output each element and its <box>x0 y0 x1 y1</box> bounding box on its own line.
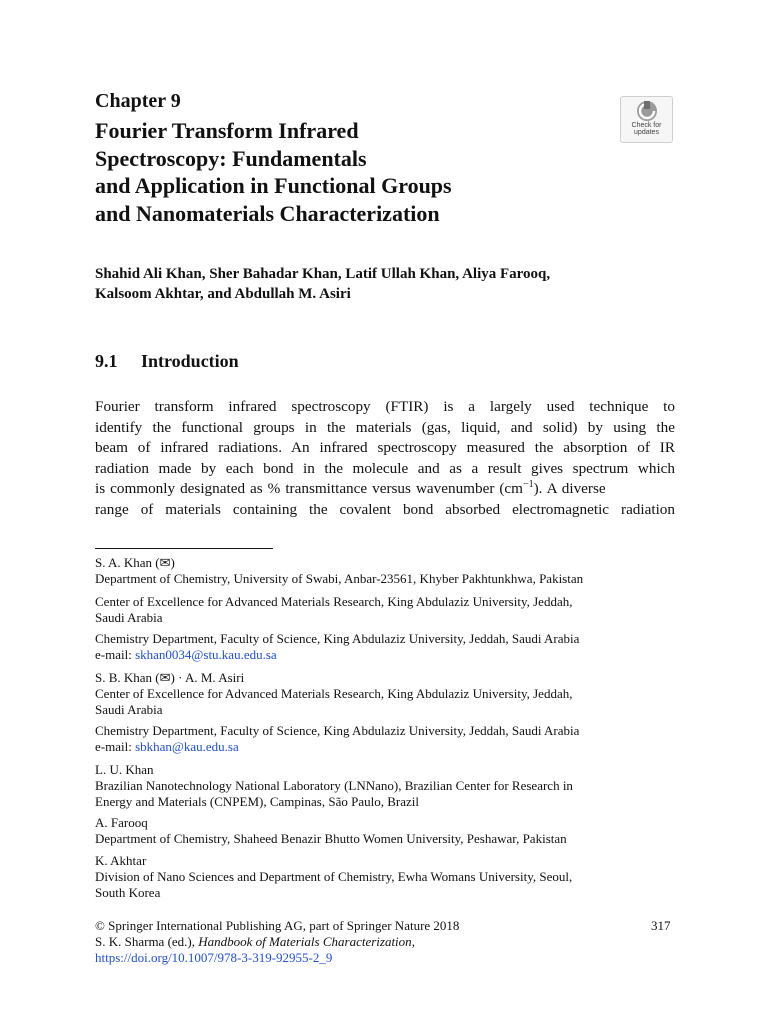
email-label: e-mail: <box>95 739 136 754</box>
footnote-divider <box>95 548 273 549</box>
affiliation-line: Department of Chemistry, Shaheed Benazir Bhutto Women University, Peshawar, Pakistan <box>95 831 567 846</box>
author-list <box>95 264 675 304</box>
body-line: radiation made by each bond in the molecule and as a result gives spectrum which <box>95 459 675 477</box>
badge-text-line2: updates <box>634 129 659 136</box>
book-title: Handbook of Materials Characterization <box>198 934 412 949</box>
email-line <box>95 739 675 755</box>
citation-line <box>95 934 675 950</box>
affiliation-block <box>95 762 675 810</box>
editor-suffix: , <box>411 934 415 949</box>
author-line: Shahid Ali Khan, Sher Bahadar Khan, Latif Ullah Khan, Aliya Farooq, <box>95 266 551 282</box>
email-link[interactable]: skhan0034@stu.kau.edu.sa <box>135 647 277 662</box>
affiliation-line: Brazilian Nanotechnology National Laboratory (LNNano), Brazilian Center for Research in <box>95 778 573 793</box>
section-title: Introduction <box>141 351 239 371</box>
badge-text-line1: Check for <box>631 122 662 129</box>
affiliation-author: L. U. Khan <box>95 762 154 777</box>
affiliation-author: K. Akhtar <box>95 853 147 868</box>
chapter-title-line: and Nanomaterials Characterization <box>95 200 440 226</box>
body-line: identify the functional groups in the materials (gas, liquid, and solid) by using the <box>95 418 675 436</box>
section-number: 9.1 <box>95 351 118 371</box>
affiliation-line: Center of Excellence for Advanced Materials Research, King Abdulaziz University, Jeddah, <box>95 594 573 609</box>
affiliation-line: South Korea <box>95 885 161 900</box>
affiliation-author: S. A. Khan (✉) <box>95 555 175 570</box>
affiliation-line: Saudi Arabia <box>95 610 163 625</box>
email-label: e-mail: <box>95 647 136 662</box>
body-line: beam of infrared radiations. An infrared spectroscopy measured the absorption of IR <box>95 439 675 456</box>
section-heading <box>95 351 239 372</box>
affiliation-block <box>95 594 675 626</box>
doi-link[interactable]: https://doi.org/10.1007/978-3-319-92955-2_9 <box>95 950 333 965</box>
copyright-line: © Springer International Publishing AG, part of Springer Nature 2018 <box>95 918 460 933</box>
affiliation-block <box>95 631 675 663</box>
affiliation-line: Division of Nano Sciences and Department of Chemistry, Ewha Womans University, Seoul, <box>95 869 573 884</box>
affiliation-line: Saudi Arabia <box>95 702 163 717</box>
body-line-part: ). A diverse <box>533 480 606 497</box>
body-line: range of materials containing the covalent bond absorbed electromagnetic radiation <box>95 500 675 518</box>
affiliation-block <box>95 670 675 718</box>
affiliation-line: Center of Excellence for Advanced Materials Research, King Abdulaziz University, Jeddah, <box>95 686 573 701</box>
editor-text: S. K. Sharma (ed.), <box>95 934 199 949</box>
email-line <box>95 647 675 663</box>
chapter-label: Chapter 9 <box>95 90 181 112</box>
affiliation-author: A. Farooq <box>95 815 148 830</box>
affiliation-line: Chemistry Department, Faculty of Science, King Abdulaziz University, Jeddah, Saudi Arabia <box>95 631 580 646</box>
affiliation-line: Department of Chemistry, University of Swabi, Anbar-23561, Khyber Pakhtunkhwa, Pakistan <box>95 571 584 586</box>
affiliation-block <box>95 555 675 587</box>
chapter-title-line: Spectroscopy: Fundamentals <box>95 145 367 171</box>
body-paragraph <box>95 397 675 520</box>
affiliation-author: S. B. Khan (✉) · A. M. Asiri <box>95 670 245 685</box>
email-link[interactable]: sbkhan@kau.edu.sa <box>135 739 239 754</box>
affiliation-line: Energy and Materials (CNPEM), Campinas, São Paulo, Brazil <box>95 794 419 809</box>
chapter-title-line: Fourier Transform Infrared <box>95 118 359 143</box>
publication-footer <box>95 918 675 966</box>
chapter-title <box>95 117 615 227</box>
author-line: Kalsoom Akhtar, and Abdullah M. Asiri <box>95 286 351 302</box>
page-number: 317 <box>651 918 671 933</box>
body-line-part: is commonly designated as % transmittance versus wavenumber (cm <box>95 480 523 497</box>
affiliation-block <box>95 723 675 755</box>
check-for-updates-badge[interactable] <box>620 96 673 143</box>
affiliation-block <box>95 853 675 901</box>
body-superscript: −1 <box>522 478 534 490</box>
body-line: Fourier transform infrared spectroscopy (FTIR) is a largely used technique to <box>95 398 675 415</box>
affiliation-line: Chemistry Department, Faculty of Science, King Abdulaziz University, Jeddah, Saudi Arabia <box>95 723 580 738</box>
check-for-updates-icon <box>635 100 659 122</box>
body-line <box>95 479 675 500</box>
affiliation-block <box>95 815 675 847</box>
chapter-title-line: and Application in Functional Groups <box>95 173 452 198</box>
